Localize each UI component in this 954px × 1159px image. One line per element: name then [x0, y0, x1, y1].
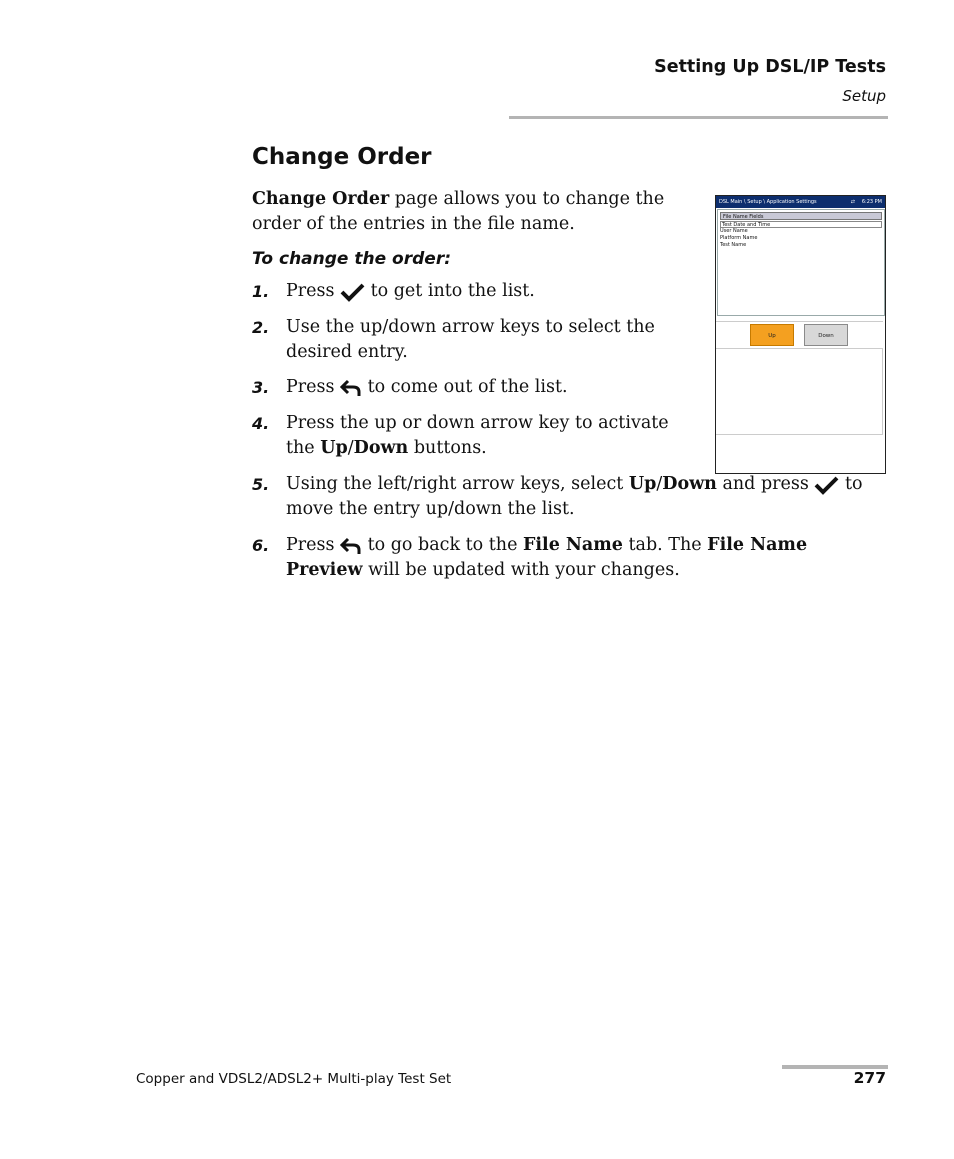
device-lower-panel [716, 349, 883, 435]
step-number: 6. [252, 536, 270, 555]
step-number: 3. [252, 378, 270, 397]
device-breadcrumb: DSL Main \ Setup \ Application Settings [719, 199, 817, 205]
file-name-preview-term: File Name Preview [286, 535, 808, 580]
step-text-b: to come out of the list. [362, 377, 568, 397]
step-text-b: buttons. [408, 438, 487, 458]
step-number: 5. [252, 475, 270, 494]
step-text-d: will be updated with your changes. [362, 560, 680, 580]
step-number: 4. [252, 414, 270, 433]
intro-bold: Change Order [252, 189, 390, 209]
step-text-c: to move the entry up/down the list. [286, 474, 863, 519]
down-term: Down [662, 474, 717, 494]
up-term: Up [628, 474, 657, 494]
separator: / [656, 474, 663, 494]
intro-text: page allows you to change the order of the entries in the file name. [252, 189, 665, 234]
step-number: 2. [252, 318, 270, 337]
step-text-a: Press [286, 535, 341, 555]
up-button[interactable]: Up [750, 324, 794, 346]
step-text: Use the up/down arrow keys to select the desired entry. [286, 317, 655, 362]
step-text [286, 533, 888, 583]
header-rule [509, 116, 888, 119]
running-header-subtitle: Setup [842, 87, 886, 105]
file-name-term: File Name [522, 535, 623, 555]
step-text-b: and press [716, 474, 815, 494]
file-name-fields-list[interactable] [717, 209, 885, 316]
step-text-a: Using the left/right arrow keys, select [286, 474, 629, 494]
step-text [286, 472, 888, 522]
footer-product: Copper and VDSL2/ADSL2+ Multi-play Test Set [136, 1071, 452, 1087]
checkmark-icon [340, 282, 365, 302]
running-header-title: Setting Up DSL/IP Tests [654, 57, 886, 77]
step-text-a: Press the up or down arrow key to activate the [286, 413, 669, 458]
step-text-b: to go back to the [362, 535, 523, 555]
divider [716, 321, 883, 322]
connection-icon: ⇄ [850, 199, 855, 205]
step-text [286, 411, 696, 461]
checkmark-icon [814, 475, 839, 495]
page-title: Change Order [252, 144, 432, 170]
down-button[interactable]: Down [804, 324, 848, 346]
up-term: Up [320, 438, 348, 458]
back-arrow-icon [340, 378, 362, 398]
list-header: File Name Fields [720, 212, 882, 220]
step-text [286, 279, 706, 304]
list-item[interactable]: Test Date and Time [720, 221, 882, 228]
procedure-title: To change the order: [252, 249, 451, 269]
step-text-c: tab. The [622, 535, 708, 555]
page-number: 277 [853, 1069, 886, 1087]
step-text [286, 375, 706, 400]
device-screenshot [715, 195, 886, 474]
step-text-b: to get into the list. [365, 281, 535, 301]
back-arrow-icon [340, 536, 362, 556]
list-item[interactable]: User Name [720, 228, 748, 234]
down-term: Down [353, 438, 409, 458]
step-text-a: Press [286, 377, 341, 397]
intro-paragraph [252, 187, 714, 237]
device-time: 6:23 PM [861, 199, 882, 205]
separator: / [347, 438, 354, 458]
list-item[interactable]: Test Name [720, 242, 747, 248]
list-item[interactable]: Platform Name [720, 235, 758, 241]
device-title-bar [716, 196, 885, 208]
step-number: 1. [252, 282, 270, 301]
step-text-a: Press [286, 281, 341, 301]
